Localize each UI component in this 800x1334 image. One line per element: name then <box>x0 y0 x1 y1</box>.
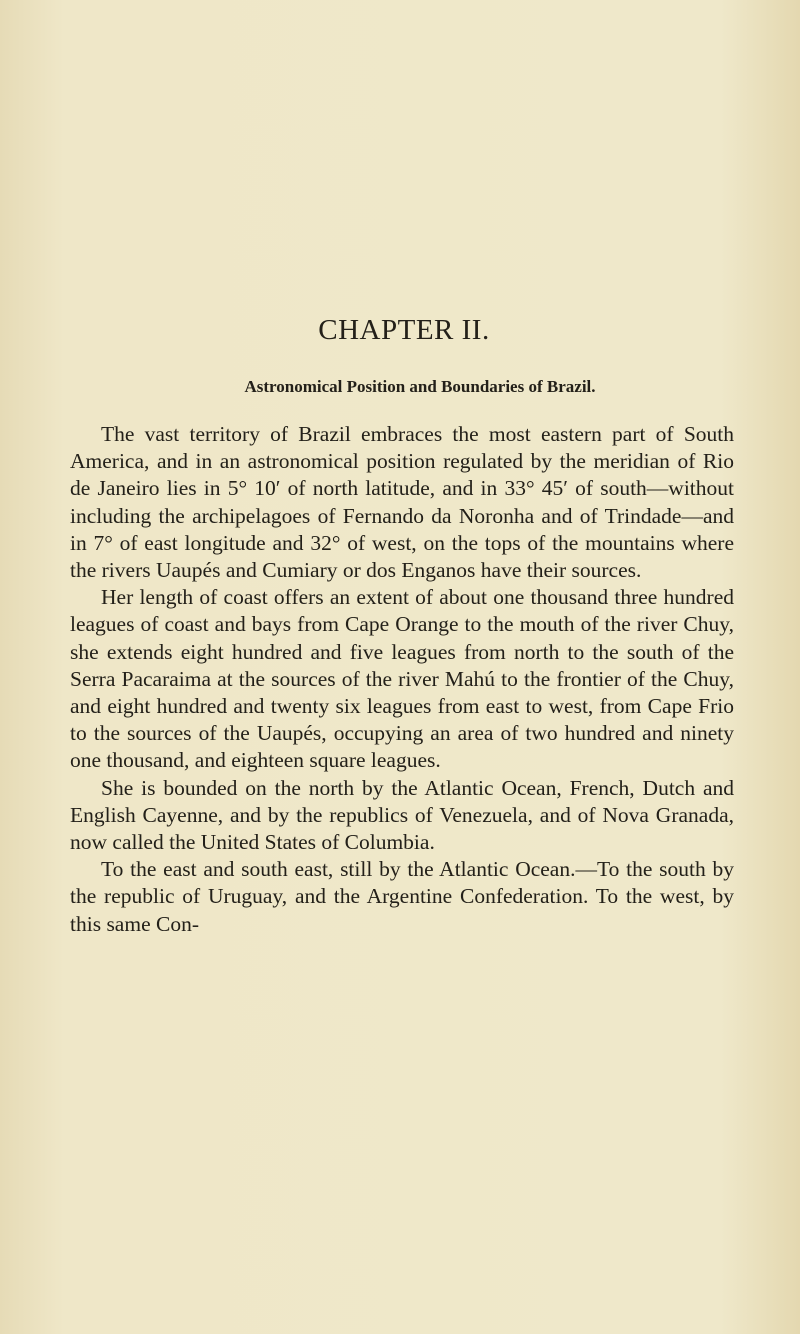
paragraph: She is bounded on the north by the Atlantic Ocean, French, Dutch and English Cayenne, and by the republics of Venezuela, and of Nova Granada, now called the United States of Columbia. <box>70 775 734 855</box>
chapter-heading: CHAPTER II. <box>318 314 490 346</box>
chapter-subtitle: Astronomical Position and Boundaries of Brazil. <box>244 377 596 396</box>
body-text <box>70 421 734 938</box>
paragraph: To the east and south east, still by the Atlantic Ocean.—To the south by the republic of Uruguay, and the Argentine Confederation. To the west, by this same Con- <box>70 857 734 936</box>
paragraph: The vast territory of Brazil embraces the most eastern part of South America, and in an astronomical position regulated by the meridian of Rio de Janeiro lies in 5° 10′ of north latitude, and in 33° 45′ of south—without including the archipelagoes of Fernando da Noronha and of Trindade—and in 7° of east longitude and 32° of west, on the tops of the mountains where the rivers Uaupés and Cumiary or dos Enganos have their sources. <box>70 422 734 583</box>
paragraph: Her length of coast offers an extent of about one thousand three hundred leagues of coast and bays from Cape Orange to the mouth of the river Chuy, she extends eight hundred and five leagues from north to the south of the Serra Pacaraima at the sources of the river Mahú to the frontier of the Chuy, and eight hundred and twenty six leagues from east to west, from Cape Frio to the sources of the Uaupés, occupying an area of two hundred and ninety one thousand, and eighteen square leagues. <box>70 585 734 773</box>
